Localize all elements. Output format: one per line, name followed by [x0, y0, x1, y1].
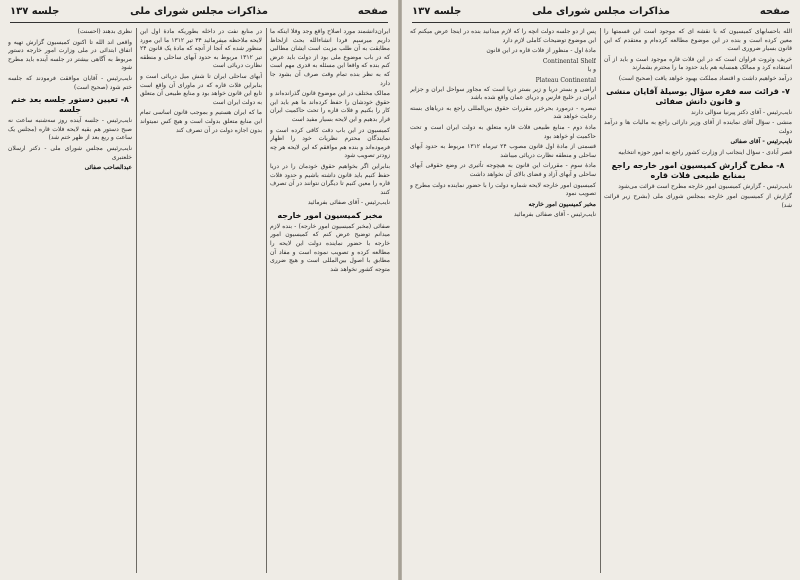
paragraph: مادۀ ‌دوم ‌- ‌منابع ‌طبیعی ‌فلات ‌قاره ‌متعلق ‌به ‌دولت ‌ایران ‌است ‌و ‌تحت ‌حاکمیت ‌او ‌خواهد ‌بود	[410, 123, 596, 140]
section-heading: مخبر کمیسیون امور خارجه	[277, 210, 383, 220]
speaker-line: مخبر کمیسیون امور خارجه	[528, 200, 596, 208]
paragraph: نایب‌رئیس ‌- ‌آقای ‌صفائی ‌بفرمائید	[513, 211, 596, 219]
left-page-column-middle	[140, 28, 262, 573]
right-page-title: مذاکرات مجلس شورای ملی	[532, 6, 670, 17]
left-page	[0, 0, 398, 580]
speaker-line: عبدالصاحب صفائی	[84, 164, 132, 172]
left-page-title: مذاکرات مجلس شورای ملی	[130, 6, 268, 17]
paragraph: واقعی‌ ‌اند‌ ‌الله‌ ‌تا‌ ‌اکنون‌ ‌کمیسیون‌ ‌گزارش‌ ‌تهیه‌ ‌و‌ ‌اتفاق‌ ‌ابتدائی‌ ‌در‌ ‌ملی‌ ‌وزارت‌ ‌امور‌ ‌خارجه‌ ‌دستور‌ ‌مربوط‌ ‌به‌ ‌آگاهی‌ ‌بیشتر‌ ‌در‌ ‌جلسه‌ ‌آینده‌ ‌باید‌ ‌مطرح‌ ‌شود‌	[8, 38, 132, 72]
paragraph: الله ‌باحسابهای‌ ‌کمیسیون‌ ‌که‌ ‌با‌ ‌نقشه‌ ‌ای‌ ‌که‌ ‌موجود‌ ‌است‌ ‌این‌ ‌قسمتها‌ ‌را‌ ‌معین‌ ‌کرده‌ ‌است‌ ‌و‌ ‌بنده‌ ‌در‌ ‌این‌ ‌موضوع‌ ‌مطالعه‌ ‌کرده‌ام‌ ‌و‌ ‌معتقدم‌ ‌که‌ ‌این‌ ‌قانون‌ ‌بسیار‌ ‌ضروری‌ ‌است‌	[604, 28, 792, 53]
latin-term: Plateau Continental	[535, 76, 596, 84]
column-divider	[600, 28, 601, 573]
paragraph: در منابع نفت ‌در‌ ‌داخله‌ ‌بطوریکه ‌مادۀ‌ ‌اول‌ ‌این‌ ‌لایحه‌ ‌ملاحظه‌ ‌میفرمائید‌ ‌۳۴‌ ‌تیر‌ ‌۱۳۱۲‌ ‌ما‌ ‌این‌ ‌مورد‌ ‌منظور‌ ‌شده‌ ‌که‌ ‌آنجا‌ ‌از‌ ‌آنچه‌ ‌که‌ ‌مادۀ‌ ‌یک‌ ‌قانون‌ ‌۲۴‌ ‌تیر‌ ‌۱۳۱۲‌ ‌مربوط‌ ‌به‌ ‌حدود‌ ‌آبهای‌ ‌ساحلی‌ ‌و‌ ‌منطقه‌ ‌نظارت‌ ‌دریائی‌ ‌است‌	[140, 28, 262, 70]
section-heading: ۸- تعیین دستور جلسه بعد ختم جلسه	[11, 95, 129, 115]
paragraph: نایب‌رئیس ‌- ‌آقای‌ ‌صفائی‌ ‌بفرمائید‌	[307, 199, 390, 207]
paragraph: پس ‌از ‌دو ‌جلسه ‌دولت ‌آنچه ‌را ‌که ‌لازم ‌میدانید ‌بنده ‌در ‌اینجا ‌عرض ‌میکنم ‌که ‌این ‌موضوع ‌توضیحات ‌کاملی ‌لازم ‌دارد	[410, 28, 596, 44]
paragraph: ما ‌که‌ ‌ایران‌ ‌هستیم‌ ‌و‌ ‌بموجب‌ ‌قانون‌ ‌اساسی‌ ‌تمام‌ ‌این‌ ‌منابع‌ ‌متعلق‌ ‌بدولت‌ ‌است‌ ‌و‌ ‌هیچ‌ ‌کس‌ ‌نمیتواند‌ ‌بدون‌ ‌اجازه‌ ‌دولت‌ ‌در‌ ‌آن‌ ‌تصرف‌ ‌کند‌	[140, 109, 262, 134]
paragraph: کمیسیون امور خارجه ‌لایحه ‌شماره ‌دولت ‌را ‌با ‌حضور ‌نماینده ‌دولت ‌مطرح ‌و ‌تصویب ‌نمود	[410, 181, 596, 198]
paragraph: نایب‌رئیس‌ ‌مجلس‌ ‌شورای‌ ‌ملی‌ ‌- ‌دکتر‌ ‌ارسلان‌ ‌خلعتبری‌	[8, 144, 132, 161]
left-page-column-left	[8, 28, 132, 573]
paragraph: تبصره ‌- ‌درمورد ‌بحرخزر ‌مقررات ‌حقوق ‌بین‌المللی ‌راجع ‌به ‌دریاهای ‌بسته ‌رعایت ‌خواهد ‌شد	[410, 104, 596, 121]
left-page-label: صفحه	[357, 6, 388, 17]
paragraph: و ‌یا	[587, 66, 596, 74]
left-page-column-right	[270, 28, 390, 573]
paragraph: گزارش ‌از‌ ‌کمیسیون‌ ‌امور‌ ‌خارجه‌ ‌بمجلس‌ ‌شورای‌ ‌ملی‌ ‌(بشرح‌ ‌زیر‌ ‌قرائت‌ ‌شد‌)	[604, 193, 792, 209]
right-page-column-left	[410, 28, 596, 573]
right-page-label: صفحه	[759, 6, 790, 17]
speaker-line: نایب‌رئیس ‌- ‌آقای‌ ‌صفائی‌	[730, 138, 792, 146]
paragraph: منشی ‌- ‌سؤال‌ ‌آقای‌ ‌نماینده‌ ‌از‌ ‌آقای‌ ‌وزیر‌ ‌دارائی‌ ‌راجع‌ ‌به‌ ‌مالیات‌ ‌ها‌ ‌و‌ ‌درآمد‌ ‌دولت‌	[604, 119, 792, 135]
column-divider	[136, 28, 137, 573]
paragraph: نایب‌رئیس ‌- ‌آقای‌ ‌دکتر‌ ‌پیرنیا‌ ‌سؤالی‌ ‌دارند‌	[690, 108, 792, 116]
paragraph: درآمد ‌خواهیم‌ ‌داشت‌ ‌و‌ ‌اقتصاد‌ ‌مملکت‌ ‌بهبود‌ ‌خواهد‌ ‌یافت‌ ‌(صحیح‌ ‌است‌)	[618, 74, 792, 82]
paragraph: آبهای ‌ساحلی‌ ‌ایران‌ ‌تا‌ ‌شش‌ ‌میل‌ ‌دریائی‌ ‌است‌ ‌و‌ ‌بنابراین‌ ‌فلات‌ ‌قاره‌ ‌که‌ ‌در‌ ‌ماورای‌ ‌آن‌ ‌واقع‌ ‌است‌ ‌تابع‌ ‌این‌ ‌قانون‌ ‌خواهد‌ ‌بود‌ ‌و‌ ‌منابع‌ ‌طبیعی‌ ‌آن‌ ‌متعلق‌ ‌به‌ ‌دولت‌ ‌ایران‌ ‌است‌	[140, 72, 262, 106]
right-page-column-right	[604, 28, 792, 573]
paragraph: مادۀ ‌اول ‌- ‌منظور ‌از ‌فلات ‌قاره ‌در ‌این ‌قانون	[486, 47, 596, 55]
paragraph: نایب‌رئیس ‌- ‌آقایان‌ ‌موافقت‌ ‌فرمودند‌ ‌که‌ ‌جلسه‌ ‌ختم‌ ‌شود‌ ‌(صحیح‌ ‌است‌)	[8, 74, 132, 91]
paragraph: بنابراین ‌اگر‌ ‌بخواهیم‌ ‌حقوق‌ ‌خودمان‌ ‌را‌ ‌در‌ ‌دریا‌ ‌حفظ‌ ‌کنیم‌ ‌باید‌ ‌قانون‌ ‌داشته‌ ‌باشیم‌ ‌و‌ ‌حدود‌ ‌فلات‌ ‌قاره‌ ‌را‌ ‌معین‌ ‌کنیم‌ ‌تا‌ ‌دیگران‌ ‌نتوانند‌ ‌در‌ ‌آن‌ ‌تصرف‌ ‌کنند‌	[270, 162, 390, 196]
paragraph: نایب‌رئیس ‌- ‌جلسه‌ ‌آینده‌ ‌روز‌ ‌سه‌شنبه‌ ‌ساعت‌ ‌نه‌ ‌صبح‌ ‌دستور‌ ‌هم‌ ‌بقیه‌ ‌لایحه‌ ‌فلات‌ ‌قاره‌ ‌(مجلس‌ ‌یک‌ ‌ساعت‌ ‌و‌ ‌ربع‌ ‌بعد‌ ‌از‌ ‌ظهر‌ ‌ختم‌ ‌شد‌)	[8, 117, 132, 142]
paragraph: قصر ‌آبادی ‌- ‌سؤال‌ ‌اینجانب‌ ‌از‌ ‌وزارت‌ ‌کشور‌ ‌راجع‌ ‌به‌ ‌امور‌ ‌حوزه‌ ‌انتخابیه‌	[618, 148, 792, 156]
column-divider	[266, 28, 267, 573]
paragraph: قسمتی ‌از ‌مادۀ ‌اول ‌قانون ‌مصوب ‌۲۴ ‌تیرماه ‌۱۳۱۲ ‌مربوط ‌به ‌حدود ‌آبهای ‌ساحلی ‌و ‌منطقه ‌نظارت ‌دریائی ‌میباشد	[410, 143, 596, 159]
left-session-label: جلسه ۱۳۷	[10, 6, 60, 17]
right-running-head	[412, 6, 790, 23]
paragraph: ایران‌دانشمند مورد اصلاح واقع‌ وجد وفلا اینکه ما داریم ‌میرسیم‌ فردا ‌انشاءالله‌ بحث ازلحاظ مطابقت ‌به‌ آن ‌طلب‌ مزیت است ایشان مطالبی که در باب موضوع ملی بود از دولت باید عرض کنم بنده که واقعا این ‌مسئله‌ ‌به‌ ‌قدری‌ ‌مهم‌ است که ‌به‌ ‌نظر‌ بنده ‌تمام‌ ‌وقت‌ ‌صرف‌ آن ‌بشود‌ ‌جا‌ ‌دارد‌	[270, 28, 390, 87]
paragraph: مادۀ ‌سوم ‌- ‌مقررات ‌این ‌قانون ‌به ‌هیچوجه ‌تأثیری ‌در ‌وضع ‌حقوقی ‌آبهای ‌ساحلی ‌و ‌آبهای ‌آزاد ‌و ‌فضای ‌بالای ‌آن ‌نخواهد ‌داشت	[410, 162, 596, 178]
left-running-head	[10, 6, 388, 23]
paragraph: نایب‌رئیس ‌- ‌گزارش‌ ‌کمیسیون‌ ‌امور‌ ‌خارجه‌ ‌مطرح‌ ‌است‌ ‌قرائت‌ ‌می‌شود‌	[618, 182, 792, 190]
right-page	[402, 0, 800, 580]
paragraph: نظری ‌بدهند ‌(احسنت‌)	[77, 28, 132, 35]
section-heading: ۷- قرائت سه فقره سؤال بوسیلۀ آقایان منشی و قانون دانش صفائی	[606, 86, 790, 106]
section-heading: ۸- مطرح گزارش کمیسیون امور خارجه راجع بمنابع طبیعی فلات قاره	[611, 160, 785, 180]
latin-term: Continental Shelf	[542, 57, 596, 65]
paragraph: کمیسیون ‌در‌ ‌این‌ ‌باب‌ ‌دقت‌ ‌کافی‌ ‌کرده‌ ‌است‌ ‌و‌ ‌نمایندگان‌ ‌محترم‌ ‌نظریات‌ ‌خود‌ ‌را‌ ‌اظهار‌ ‌فرموده‌اند‌ ‌و‌ ‌بنده‌ ‌هم‌ ‌موافقم‌ ‌که‌ ‌این‌ ‌لایحه‌ ‌هر‌ ‌چه‌ ‌زودتر‌ ‌تصویب‌ ‌شود‌	[270, 126, 390, 160]
right-session-label: جلسه ۱۳۷	[412, 6, 462, 17]
paragraph: ممالک ‌مختلف‌ ‌در‌ ‌این‌ ‌موضوع‌ ‌قانون‌ ‌گذرانده‌اند ‌و‌ ‌حقوق‌ ‌خودشان‌ ‌را‌ ‌حفظ‌ ‌کرده‌اند ‌ما‌ ‌هم‌ ‌باید‌ ‌این‌ ‌کار‌ ‌را‌ ‌بکنیم‌ ‌و‌ ‌فلات‌ ‌قاره‌ ‌را‌ ‌تحت‌ ‌حاکمیت‌ ‌ایران‌ ‌قرار‌ ‌بدهیم‌ ‌و‌ ‌این‌ ‌لایحه‌ ‌بسیار‌ ‌مفید‌ ‌است‌	[270, 90, 390, 123]
paragraph: اراضی ‌و ‌بستر ‌دریا ‌و ‌زیر ‌بستر ‌دریا ‌است ‌که ‌مجاور ‌سواحل ‌ایران ‌و ‌جزایر ‌ایران ‌در ‌خلیج ‌فارس ‌و ‌دریای ‌عمان ‌واقع ‌شده ‌باشد	[410, 85, 596, 102]
paragraph: خریف ‌وثروت ‌فراوان‌ ‌است‌ ‌که‌ ‌در‌ ‌این‌ ‌فلات‌ ‌قاره‌ ‌موجود‌ ‌است‌ ‌و‌ ‌باید‌ ‌از‌ ‌آن‌ ‌استفاده‌ ‌کرد‌ ‌و‌ ‌ممالک‌ ‌همسایه‌ ‌هم‌ ‌باید‌ ‌حدود‌ ‌ما‌ ‌را‌ ‌محترم‌ ‌بشمارند‌	[604, 55, 792, 72]
paragraph: صفائی ‌(مخبر ‌کمیسیون‌ ‌امور‌ ‌خارجه‌) ‌- ‌بنده‌ ‌لازم‌ ‌میدانم‌ ‌توضیح‌ ‌عرض‌ ‌کنم‌ ‌که‌ ‌کمیسیون‌ ‌امور‌ ‌خارجه‌ ‌با‌ ‌حضور‌ ‌نماینده‌ ‌دولت‌ ‌این‌ ‌لایحه‌ ‌را‌ ‌مطالعه‌ ‌کرده‌ ‌و‌ ‌تصویب‌ ‌نموده‌ ‌است‌ ‌و‌ ‌مفاد‌ ‌آن‌ ‌مطابق‌ ‌با‌ ‌اصول‌ ‌بین‌المللی‌ ‌است‌ ‌و‌ ‌هیچ‌ ‌ضرری‌ ‌متوجه‌ ‌کشور‌ ‌نخواهد‌ ‌شد‌	[270, 222, 390, 273]
